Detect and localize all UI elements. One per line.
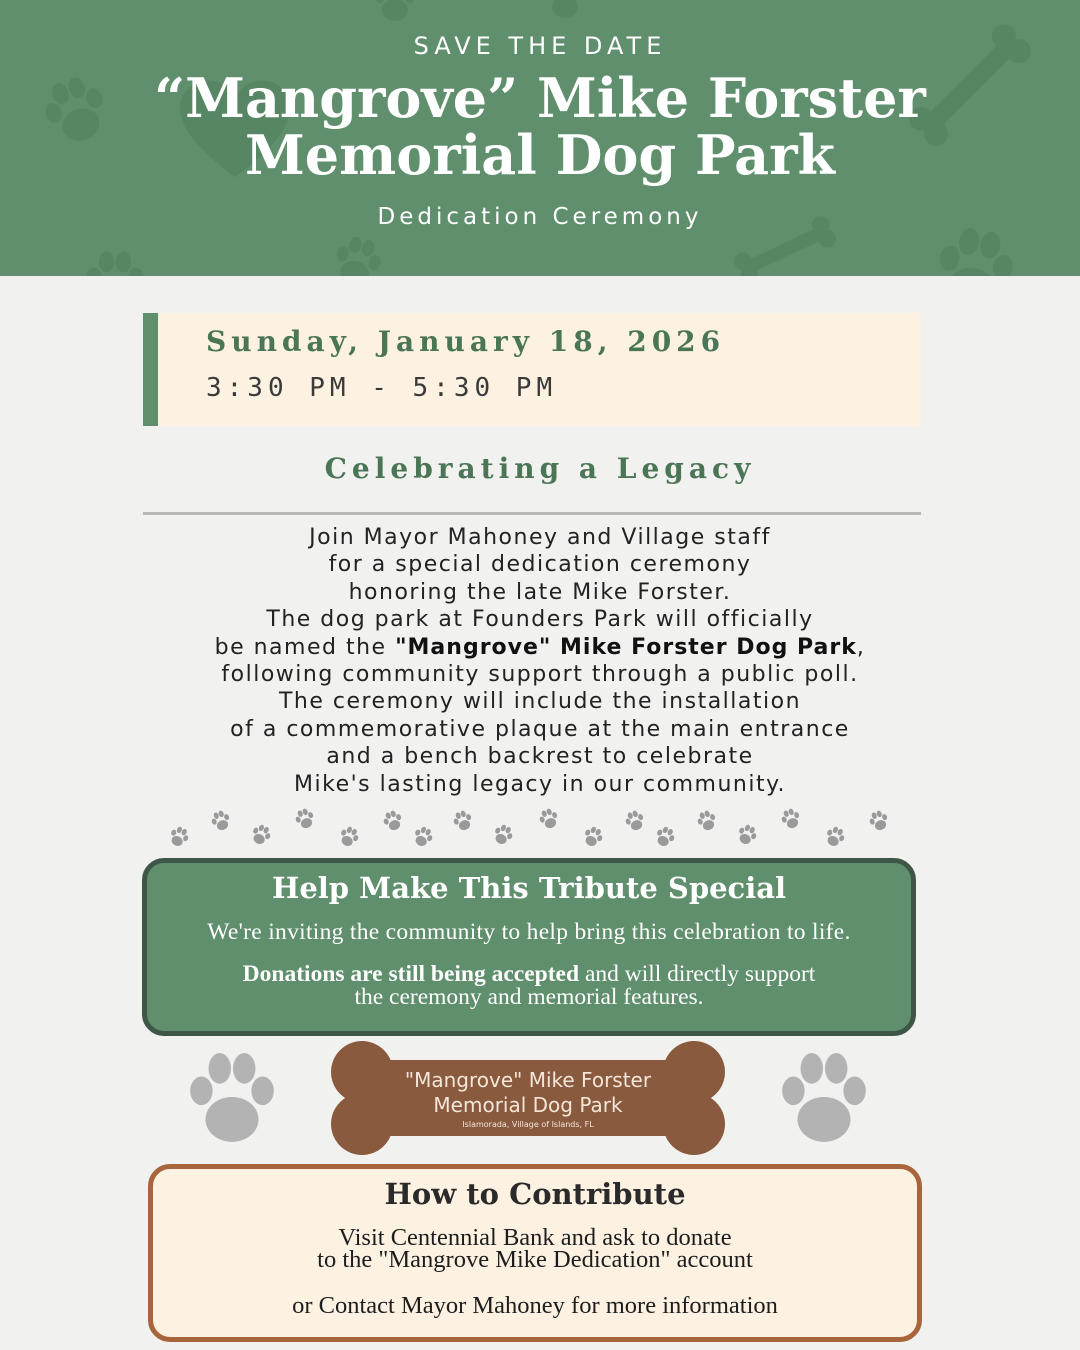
description-line: The ceremony will include the installation [278, 689, 802, 715]
description-line: and a bench backrest to celebrate [326, 744, 754, 770]
save-the-date-kicker: SAVE THE DATE [413, 32, 667, 60]
contribute-title: How to Contribute [384, 1177, 686, 1211]
paw-print-icon [820, 822, 849, 851]
paw-print-icon [370, 0, 420, 25]
donation-highlight: Donations are still being accepted [242, 961, 580, 987]
paw-print-icon [693, 807, 721, 835]
paw-print-icon [408, 822, 437, 851]
event-description [140, 524, 940, 798]
description-line [140, 634, 940, 661]
paw-trail [160, 800, 920, 850]
contribute-line: Visit Centennial Bank and ask to donate [338, 1224, 732, 1251]
paw-print-icon [650, 822, 679, 851]
donation-text [147, 963, 911, 1009]
paw-print-icon [865, 807, 893, 835]
paw-print-icon [80, 248, 150, 276]
paw-print-icon [164, 822, 193, 851]
paw-print-icon [777, 805, 805, 833]
description-line: Mike's lasting legacy in our community. [294, 771, 786, 797]
description-line: The dog park at Founders Park will officially [266, 607, 814, 633]
description-text: be named the [214, 634, 396, 660]
paw-print-icon [207, 807, 235, 835]
plaque-line-3: Islamorada, Village of Islands, FL [462, 1120, 594, 1129]
description-line: honoring the late Mike Forster. [348, 579, 732, 605]
page-title [0, 66, 1080, 187]
contribute-callout [148, 1164, 922, 1342]
paw-print-icon [621, 807, 649, 835]
section-heading: Celebrating a Legacy [324, 452, 756, 485]
donation-rest: and will directly support [579, 961, 816, 987]
contribute-line: or Contact Mayor Mahoney for more information [292, 1292, 778, 1319]
donation-line [147, 963, 911, 986]
help-text: We're inviting the community to help bring this celebration to life. [207, 919, 851, 945]
paw-print-icon [578, 822, 607, 851]
help-callout [142, 858, 916, 1036]
description-line: Join Mayor Mahoney and Village staff [309, 525, 771, 550]
paw-print-icon [488, 820, 517, 849]
divider [143, 512, 921, 515]
donation-line: the ceremony and memorial features. [354, 984, 704, 1010]
paw-print-icon [768, 1048, 880, 1150]
park-name-highlight: "Mangrove" Mike Forster Dog Park [395, 634, 857, 660]
paw-print-icon [379, 807, 407, 835]
title-line-1: “Mangrove” Mike Forster [154, 66, 926, 130]
paw-print-icon [176, 1048, 288, 1150]
paw-print-icon [334, 822, 363, 851]
description-line: following community support through a public poll. [221, 662, 859, 688]
description-line: for a special dedication ceremony [328, 552, 752, 578]
paw-print-icon [246, 820, 275, 849]
paw-print-icon [535, 805, 563, 833]
event-date-box [143, 313, 921, 426]
event-date: Sunday, January 18, 2026 [206, 325, 726, 358]
paw-print-icon [324, 229, 391, 276]
plaque-line-1: "Mangrove" Mike Forster [404, 1068, 652, 1092]
paw-print-icon [449, 807, 477, 835]
description-line: of a commemorative plaque at the main entrance [230, 716, 850, 742]
contribute-line: to the "Mangrove Mike Dedication" account [317, 1246, 753, 1273]
help-title: Help Make This Tribute Special [271, 871, 787, 905]
paw-print-icon [732, 820, 761, 849]
header-banner [0, 0, 1080, 276]
description-text: , [856, 634, 866, 660]
page-subtitle: Dedication Ceremony [377, 204, 703, 230]
plaque-line-2: Memorial Dog Park [433, 1093, 623, 1117]
event-time: 3:30 PM - 5:30 PM [206, 373, 558, 403]
title-line-2: Memorial Dog Park [245, 123, 835, 187]
paw-print-icon [540, 0, 590, 22]
paw-print-icon [291, 805, 319, 833]
